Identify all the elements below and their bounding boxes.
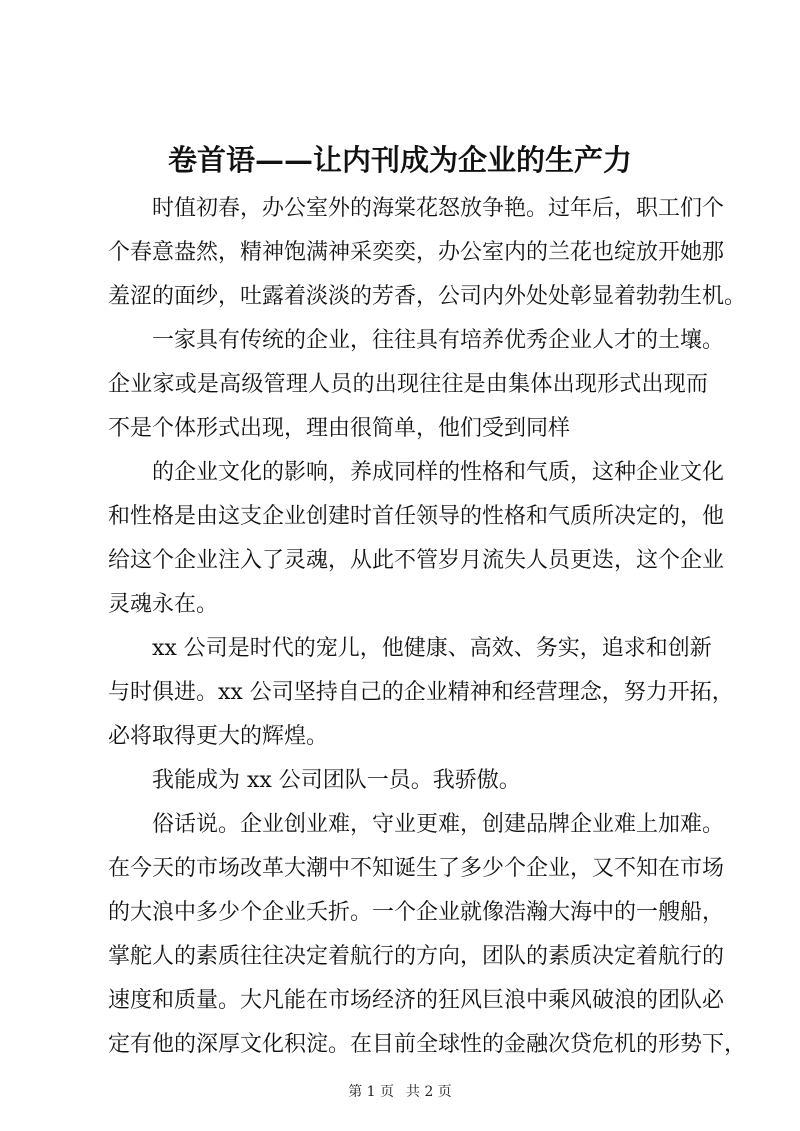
paragraph-line: 一家具有传统的企业，往往具有培养优秀企业人才的土壤。: [152, 328, 725, 353]
total-pages: 共 2 页: [406, 1084, 452, 1100]
paragraph-line: 的企业文化的影响，养成同样的性格和气质，这种企业文化: [152, 460, 725, 485]
paragraph-line: 不是个体形式出现，理由很简单，他们受到同样: [108, 416, 571, 441]
paragraph-line: 个春意盎然，精神饱满神采奕奕，办公室内的兰花也绽放开她那: [108, 240, 725, 265]
paragraph-line: 掌舵人的素质往往决定着航行的方向，团队的素质决定着航行的: [108, 944, 725, 969]
paragraph-line: 和性格是由这支企业创建时首任领导的性格和气质所决定的，他: [108, 504, 725, 529]
paragraph-line: 羞涩的面纱，吐露着淡淡的芳香，公司内外处处彰显着勃勃生机。: [108, 284, 747, 309]
paragraph-line: xx 公司是时代的宠儿，他健康、高效、务实，追求和创新: [152, 636, 712, 661]
paragraph-line: 时值初春，办公室外的海棠花怒放争艳。过年后，职工们个: [152, 196, 725, 221]
paragraph-line: 灵魂永在。: [108, 592, 219, 617]
page-number: 第 1 页: [348, 1084, 394, 1100]
paragraph-line: 定有他的深厚文化积淀。在目前全球性的金融次贷危机的形势下，: [108, 1032, 747, 1057]
paragraph-line: 与时俱进。xx 公司坚持自己的企业精神和经营理念，努力开拓，: [108, 680, 734, 705]
page-title: 卷首语——让内刊成为企业的生产力: [167, 143, 632, 177]
paragraph-line: 在今天的市场改革大潮中不知诞生了多少个企业，又不知在市场: [108, 856, 725, 881]
paragraph-line: 我能成为 xx 公司团队一员。我骄傲。: [152, 768, 521, 793]
paragraph-line: 俗话说。企业创业难，守业更难，创建品牌企业难上加难。: [152, 812, 725, 837]
paragraph-line: 必将取得更大的辉煌。: [108, 724, 329, 749]
paragraph-line: 的大浪中多少个企业夭折。一个企业就像浩瀚大海中的一艘船，: [108, 900, 725, 925]
page-footer: [0, 1082, 800, 1102]
paragraph-line: 给这个企业注入了灵魂，从此不管岁月流失人员更迭，这个企业: [108, 548, 725, 573]
paragraph-line: 企业家或是高级管理人员的出现往往是由集体出现形式出现而: [108, 372, 708, 397]
paragraph-line: 速度和质量。大凡能在市场经济的狂风巨浪中乘风破浪的团队必: [108, 988, 725, 1013]
